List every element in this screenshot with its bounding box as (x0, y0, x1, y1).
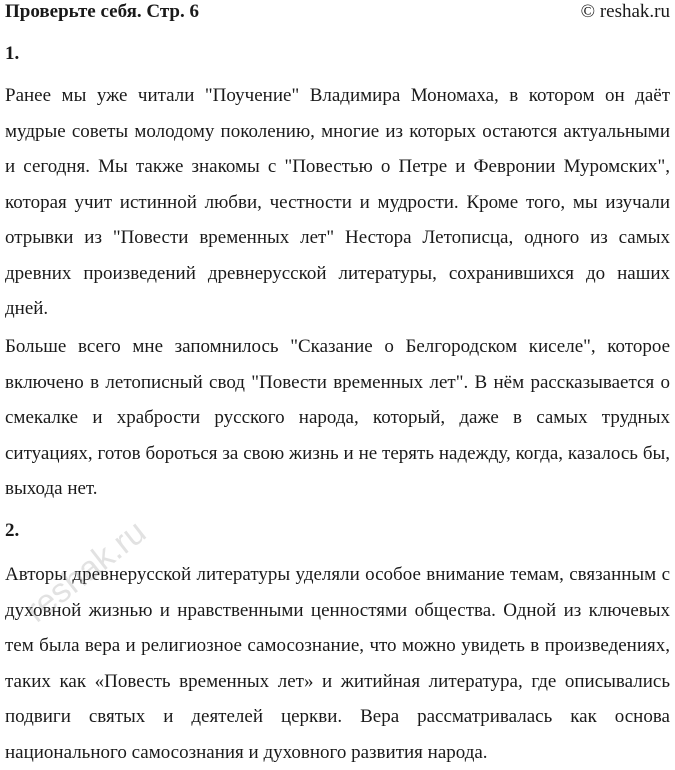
section-1-paragraph-2: Больше всего мне запомнилось "Сказание о Белгородском киселе", которое включено в летописный свод "Повести временных лет". В нём рассказывается о смекалке и храбрости русского народа, который, даже в самых трудных ситуациях, готов бороться за свою жизнь и не терять надежду, когда, казалось бы, выхода нет. (5, 336, 670, 499)
page-header (5, 0, 670, 26)
site-watermark: © reshak.ru (580, 1, 670, 22)
section-number-2: 2. (5, 520, 20, 541)
page-title: Проверьте себя. Стр. 6 (5, 1, 199, 22)
diagonal-watermark: reshak.ru (18, 512, 154, 630)
section-2-paragraph-1: Авторы древнерусской литературы уделяли особое внимание темам, связанным с духовной жизнью и нравственными ценностями общества. Одной из ключевых тем была вера и религиозное самосознание, что можно увидеть в произведениях, таких как «Повесть временных лет» и житийная литература, где описывались подвиги святых и деятелей церкви. Вера рассматривалась как основа национального самосознания и духовного развития народа. (5, 564, 670, 763)
section-1-paragraph-1: Ранее мы уже читали "Поучение" Владимира Мономаха, в котором он даёт мудрые советы молодому поколению, многие из которых остаются актуальными и сегодня. Мы также знакомы с "Повестью о Петре и Февронии Муромских", которая учит истинной любви, честности и мудрости. Кроме того, мы изучали отрывки из "Повести временных лет" Нестора Летописца, одного из самых древних произведений древнерусской литературы, сохранившихся до наших дней. (5, 85, 670, 319)
section-number-1: 1. (5, 43, 20, 64)
